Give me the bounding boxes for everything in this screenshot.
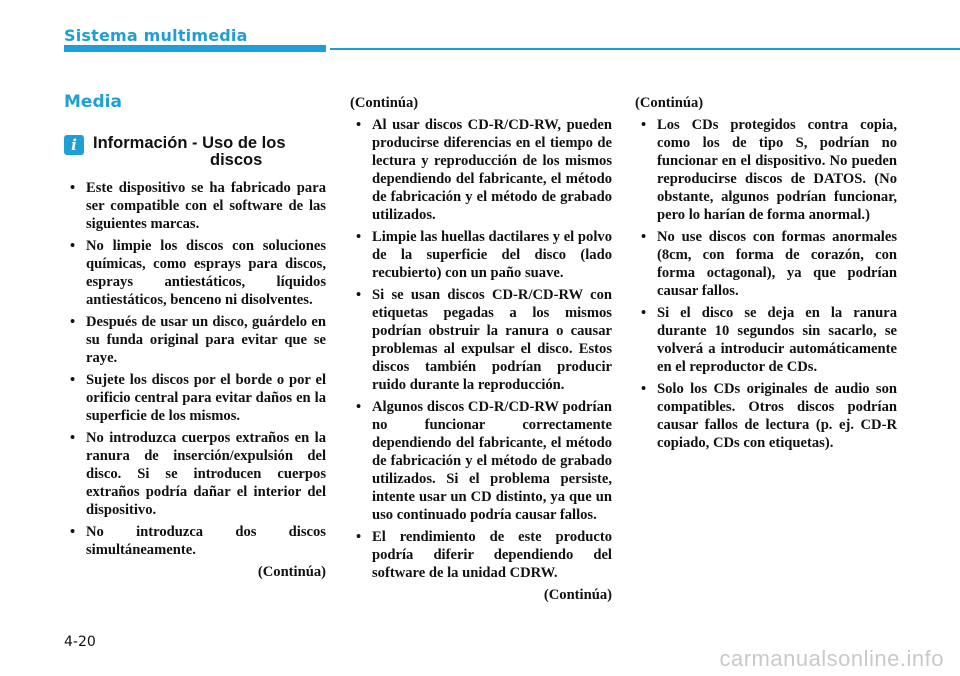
bullet-list: [635, 116, 897, 452]
list-item: • No introduzca cuerpos extraños en la ranura de inserción/expulsión del disco. Si se introducen cuerpos extraños podría dañar el interior del dispositivo.: [64, 429, 326, 519]
list-item: • Si el disco se deja en la ranura durante 10 segundos sin sacarlo, se volverá a introducir automáticamente en el reproductor de CDs.: [635, 304, 897, 376]
list-item: • Después de usar un disco, guárdelo en su funda original para evitar que se raye.: [64, 313, 326, 367]
info-heading: [64, 135, 326, 169]
list-item: • Este dispositivo se ha fabricado para ser compatible con el software de las siguientes marcas.: [64, 179, 326, 233]
list-item: • Algunos discos CD-R/CD-RW podrían no funcionar correctamente dependiendo del fabricante, el método de fabricación y el método de grabado utilizados. Si el problema persiste, intente usar un CD distinto, ya que un uso continuado podría causar fallos.: [350, 398, 612, 524]
section-title: Media: [64, 92, 122, 112]
info-title: [93, 135, 286, 169]
continued-label: (Continúa): [257, 564, 326, 580]
list-item: • No limpie los discos con soluciones químicas, como esprays para discos, esprays antiestáticos, líquidos antiestáticos, benceno ni disolventes.: [64, 237, 326, 309]
info-title-line1: Información - Uso de los: [93, 134, 286, 152]
bullet-list: [350, 116, 612, 582]
page-number: 4-20: [64, 634, 96, 650]
list-item: • Sujete los discos por el borde o por el orificio central para evitar daños en la superficie de los mismos.: [64, 371, 326, 425]
list-item: • Limpie las huellas dactilares y el polvo de la superficie del disco (lado recubierto) con un paño suave.: [350, 228, 612, 282]
continued-top-label: (Continúa): [350, 95, 419, 111]
bullet-list: [64, 179, 326, 559]
header-rule-thin: [330, 48, 960, 50]
info-icon: i: [64, 135, 84, 155]
list-item: • No use discos con formas anormales (8cm, con forma de corazón, con forma octagonal), ya que podrían causar fallos.: [635, 228, 897, 300]
list-item: • No introduzca dos discos simultáneamente.: [64, 523, 326, 559]
continued-top-label: (Continúa): [635, 95, 704, 111]
list-item: • Al usar discos CD-R/CD-RW, pueden producirse diferencias en el tiempo de lectura y reproducción de los mismos dependiendo del fabricante, el método de fabricación y el método de grabado utilizados.: [350, 116, 612, 224]
column-3: [635, 94, 897, 456]
column-1: [64, 92, 326, 581]
header-title: Sistema multimedia: [64, 26, 248, 45]
header-rule-thick: [64, 45, 326, 52]
info-title-line2: discos: [210, 151, 263, 169]
list-item: • Si se usan discos CD-R/CD-RW con etiquetas pegadas a los mismos podrían obstruir la ranura o causar problemas al expulsar el disco. Estos discos también podrían producir ruido durante la reproducción.: [350, 286, 612, 394]
list-item: • Los CDs protegidos contra copia, como los de tipo S, podrían no funcionar en el dispositivo. No pueden reproducirse discos de DATOS. (No obstante, algunos podrían funcionar, pero lo harían de forma anormal.): [635, 116, 897, 224]
list-item: • El rendimiento de este producto podría diferir dependiendo del software de la unidad CDRW.: [350, 528, 612, 582]
column-2: [350, 94, 612, 604]
continued-label: (Continúa): [543, 587, 612, 603]
list-item: • Solo los CDs originales de audio son compatibles. Otros discos podrían causar fallos de lectura (p. ej. CD-R copiado, CDs con etiquetas).: [635, 380, 897, 452]
watermark: carmanualsonline.info: [719, 646, 944, 671]
